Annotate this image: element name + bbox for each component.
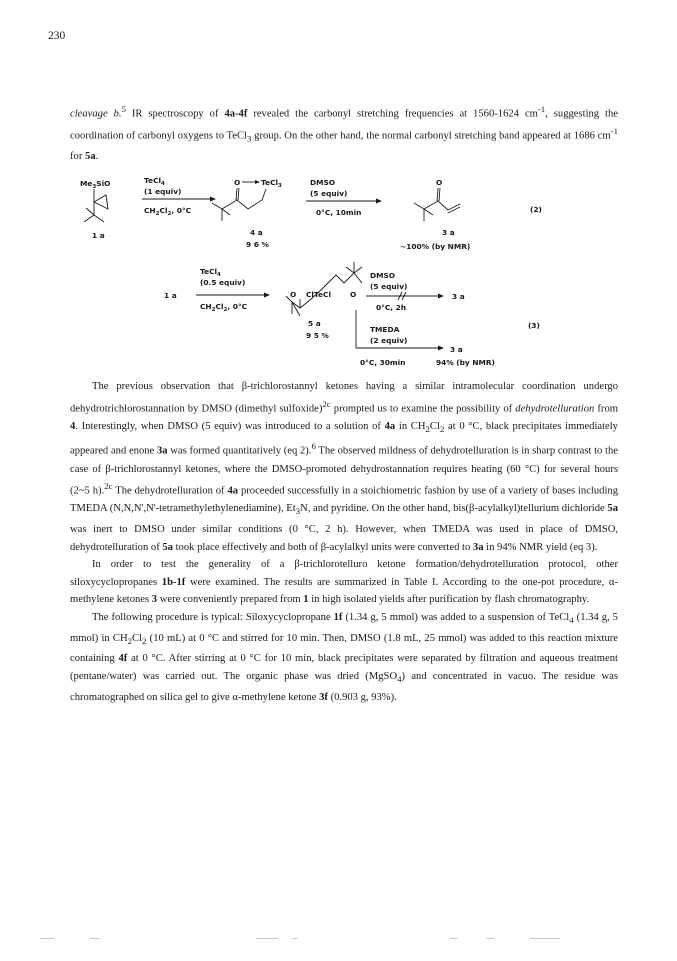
text-fragment: (1.34 g, 5 mmol) was added to a suspension of TeCl (342, 611, 570, 623)
reagent-label: TMEDA (370, 325, 400, 334)
scan-artifact (90, 938, 100, 939)
compound-label: 5a (162, 541, 173, 553)
text-fragment: at 0 °C. After stirring at 0 °C for 10 min, black precipitates were separated by filtration and aqueous treatment (pentane/water) was carried out. The organic phase was dried (MgSO (70, 653, 618, 682)
text-fragment: Cl (429, 420, 440, 432)
text-fragment: from (594, 403, 619, 415)
reagent-label: DMSO (310, 178, 336, 187)
text-fragment: . (95, 151, 99, 163)
text-fragment: group. On the other hand, the normal carbonyl stretching band appeared at 1686 cm (251, 130, 611, 142)
reagent-equiv: (2 equiv) (370, 336, 408, 345)
compound-label-5a: 5 a (308, 319, 321, 328)
atom-label: O (234, 178, 241, 187)
reaction-arrow (142, 197, 216, 202)
reagent-equiv: (5 equiv) (310, 189, 348, 198)
reference-superscript: 2c (322, 398, 331, 409)
paragraph-ir-spectroscopy (70, 101, 618, 166)
scan-artifact (292, 938, 298, 939)
yield-3a: 94% (by NMR) (436, 358, 495, 367)
yield-5a: 9 5 % (306, 331, 329, 340)
compound-label: 3 (151, 594, 158, 606)
text-fragment: cleavage b. (70, 108, 122, 120)
text-fragment: were examined. The results are summarized in Table I. According to the one-pot procedure, α-methylene ketones (70, 576, 618, 606)
text-fragment: revealed the carbonyl stretching frequencies at 1560-1624 cm (247, 108, 538, 120)
scan-artifacts (30, 934, 650, 942)
text-fragment: Cl (132, 632, 143, 644)
text-fragment: In order to test the generality of a β-trichlorotelluro ketone formation/dehydrotelluration protocol, other siloxycyclopropanes (70, 559, 618, 588)
enone-3a-structure (414, 188, 460, 221)
formula-subscript: 4 (569, 615, 574, 626)
tellurium-group-label: TeCl$_3$ (261, 178, 282, 189)
page-number: 230 (48, 30, 66, 42)
siloxycyclopropane-structure (84, 189, 108, 222)
compound-label: 3f (319, 691, 328, 703)
text-fragment: in CH (395, 420, 426, 432)
body-text (70, 378, 618, 706)
text-fragment: The observed mildness of dehydrotelluration is in sharp contrast to the case of β-trichlorostannyl ketones, where the DMSO-promoted dehydrostannation requires heating (60 °C) for several hours (2~5 h). (70, 445, 619, 497)
scan-artifact (40, 938, 54, 939)
reference-superscript: 6 (311, 441, 316, 452)
text-fragment: were conveniently prepared from (157, 594, 304, 606)
yield-3a: ~100% (by NMR) (400, 242, 471, 251)
formula-subscript: 2 (142, 635, 147, 646)
atom-label: O (350, 290, 357, 299)
reference-superscript: 5 (121, 104, 126, 114)
text-fragment: prompted us to examine the possibility of (330, 403, 516, 415)
text-fragment: (10 mL) at 0 °C and stirred for 10 min. Then, DMSO (1.8 mL, 25 mmol) was added to this reaction mixture containing (70, 632, 618, 665)
paragraph-dehydrotelluration (70, 378, 618, 556)
formula-subscript: 2 (425, 423, 430, 434)
compound-label-3a: 3 a (452, 292, 465, 301)
paragraph-generality (70, 556, 618, 609)
reaction-scheme (70, 172, 618, 372)
compound-label: 3a (472, 541, 484, 553)
intermediate-4a-structure (212, 188, 266, 221)
scan-artifact (450, 938, 458, 939)
scan-artifact (486, 938, 494, 939)
text-fragment: (1.34 g, 5 mmol) in CH (70, 611, 618, 644)
text-fragment: took place effectively and both of β-acylalkyl units were converted to (172, 541, 473, 553)
text-fragment: . Interestingly, when DMSO (5 equiv) was introduced to a solution of (75, 420, 385, 432)
text-fragment: dehydrotelluration (515, 403, 595, 415)
reaction-conditions: 0°C, 30min (360, 358, 406, 367)
text-fragment: IR spectroscopy of (125, 108, 225, 120)
compound-label: 4f (118, 653, 128, 665)
equation-number: (3) (528, 321, 540, 330)
text-fragment: The dehydrotelluration of (112, 485, 228, 497)
text-fragment: at 0 °C, black precipitates immediately appeared and enone (70, 420, 618, 457)
yield-4a: 9 6 % (246, 240, 269, 249)
reaction-conditions: 0°C, 10min (316, 208, 362, 217)
solvent-label: $CH_2Cl_2$, 0°C (200, 302, 248, 313)
solvent-label: $CH_2Cl_2$, 0°C (144, 206, 192, 217)
text-fragment: in 94% NMR yield (eq 3). (483, 541, 598, 553)
text-fragment: N, and pyridine. On the other hand, bis(β-acylalkyl)tellurium dichloride (300, 503, 608, 515)
equation-number: (2) (530, 205, 542, 214)
formula-subscript: 4 (397, 674, 402, 685)
compound-label: 1f (333, 611, 343, 623)
telluride-5a-structure (286, 262, 362, 316)
formula-subscript: 3 (247, 133, 252, 144)
compound-label-3a: 3 a (450, 345, 463, 354)
compound-label-1a: 1 a (164, 291, 177, 300)
scan-artifact (256, 938, 278, 939)
atom-label: O (436, 178, 443, 187)
text-fragment: was formed quantitatively (eq 2). (167, 445, 312, 457)
compound-label-4a: 4 a (250, 228, 263, 237)
text-fragment: ) and concentrated in vacuo. The residue was chromatographed on silica gel to give α-methylene ketone (70, 670, 618, 703)
paragraph-procedure (70, 609, 618, 706)
text-fragment: (0.903 g, 93%). (327, 691, 397, 703)
compound-label: 1 (303, 594, 309, 606)
unit-superscript: -1 (610, 126, 618, 137)
blocked-reaction-arrow (366, 292, 444, 300)
reagent-equiv: (1 equiv) (144, 187, 182, 196)
compound-label: 1b-1f (161, 576, 186, 588)
text-fragment: in high isolated yields after purification by flash chromatography. (308, 594, 590, 606)
siloxy-label: $Me_3SiO$ (80, 179, 111, 190)
tellurium-center-label: ClTeCl (306, 290, 331, 299)
coordination-arrow (242, 180, 260, 184)
reagent-label: TeCl$_4$ (200, 267, 221, 278)
text-fragment: The following procedure is typical: Siloxycyclopropane (92, 611, 334, 623)
text-fragment: The previous observation that β-trichlorostannyl ketones having a similar intramolecular coordination undergo dehydrotrichlorostannation by DMSO (dimethyl sulfoxide) (70, 381, 618, 415)
reagent-label: DMSO (370, 271, 396, 280)
atom-label: O (290, 290, 297, 299)
compound-label: 5a (85, 151, 96, 163)
reaction-arrow (306, 199, 382, 204)
reference-superscript: 2c (104, 481, 113, 492)
reagent-equiv: (5 equiv) (370, 282, 408, 291)
compound-label-1a: 1 a (92, 231, 105, 240)
formula-subscript: 3 (295, 506, 301, 517)
reagent-equiv: (0.5 equiv) (200, 278, 246, 287)
compound-label: 4a (384, 420, 396, 432)
reaction-arrow (196, 293, 270, 298)
formula-subscript: 2 (127, 635, 133, 646)
unit-superscript: -1 (537, 104, 546, 114)
text-fragment: was inert to DMSO under similar conditions (0 °C, 2 h). However, when TMEDA was used in place of DMSO, dehydrotelluration of (70, 523, 618, 553)
compound-label: 4a (227, 485, 239, 497)
formula-subscript: 2 (439, 423, 445, 434)
reaction-conditions: 0°C, 2h (376, 303, 407, 312)
scan-artifact (530, 938, 560, 939)
text-fragment: proceeded successfully in a stoichiometric fashion by use of a variety of bases including TMEDA (N,N,N',N'-tetramethylethylenediamine), Et (70, 485, 618, 515)
reagent-label: TeCl$_4$ (144, 176, 165, 187)
text-fragment: for (70, 151, 86, 163)
compound-label: 3a (156, 445, 168, 457)
compound-label: 5a (607, 503, 618, 515)
compound-label: 4 (70, 420, 76, 432)
compound-label-3a: 3 a (442, 228, 455, 237)
text-fragment: , suggesting the coordination of carbonyl oxygens to TeCl (70, 108, 618, 142)
compound-label: 4a-4f (224, 108, 248, 120)
